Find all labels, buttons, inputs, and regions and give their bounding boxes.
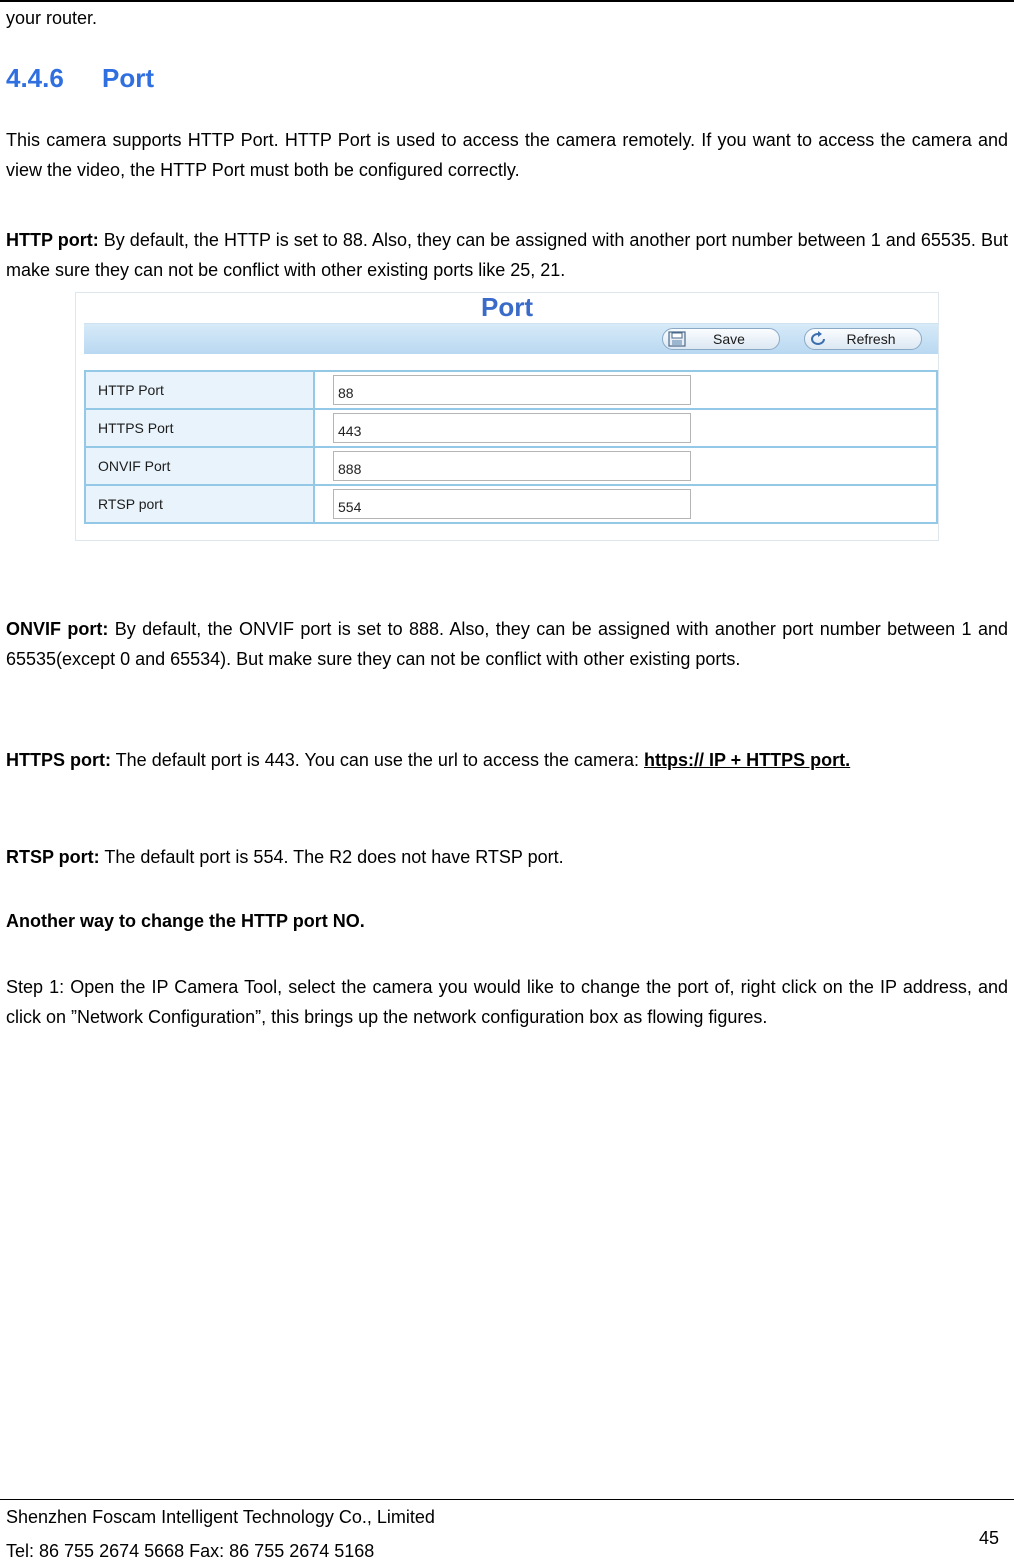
port-toolbar: [84, 323, 938, 354]
save-button[interactable]: [662, 328, 780, 350]
rtsp-port-input[interactable]: [333, 489, 691, 519]
rtsp-text: The default port is 554. The R2 does not have RTSP port.: [99, 847, 564, 867]
table-row: [85, 371, 937, 409]
table-row: [85, 409, 937, 447]
https-text: The default port is 443. You can use the url to access the camera:: [111, 750, 644, 770]
https-paragraph: [6, 745, 1008, 775]
another-way-text: Another way to change the HTTP port NO.: [6, 911, 365, 931]
intro-paragraph: This camera supports HTTP Port. HTTP Port is used to access the camera remotely. If you want to access the camera and view the video, the HTTP Port must both be configured correctly.: [6, 130, 1008, 180]
https-port-input[interactable]: [333, 413, 691, 443]
http-text: By default, the HTTP is set to 88. Also, they can be assigned with another port number between 1 and 65535. But make sure they can not be conflict with other existing ports like 25, 21.: [6, 230, 1008, 280]
port-panel-title: Port: [481, 292, 533, 322]
port-settings-screenshot: [75, 292, 939, 541]
refresh-button[interactable]: [804, 328, 922, 350]
onvif-paragraph: [6, 614, 1008, 674]
step1-paragraph: Step 1: Open the IP Camera Tool, select the camera you would like to change the port of, right click on the IP address, and click on ”Network Configuration”, this brings up the network configuration box as flowing figures.: [6, 977, 1008, 1027]
section-heading: [6, 63, 154, 94]
https-port-label: HTTPS Port: [85, 409, 314, 447]
http-port-label: HTTP Port: [85, 371, 314, 409]
https-url-link[interactable]: https:// IP + HTTPS port.: [644, 750, 851, 770]
footer-company: Shenzhen Foscam Intelligent Technology Co., Limited: [6, 1507, 435, 1527]
section-title: Port: [102, 63, 154, 93]
save-label: Save: [713, 331, 745, 347]
http-label: HTTP port:: [6, 230, 99, 250]
onvif-port-input[interactable]: [333, 451, 691, 481]
rtsp-port-label: RTSP port: [85, 485, 314, 523]
onvif-port-cell: [314, 447, 937, 485]
http-paragraph: [6, 225, 1008, 285]
onvif-label: ONVIF port:: [6, 619, 109, 639]
http-port-input[interactable]: [333, 375, 691, 405]
top-rule: [0, 0, 1014, 2]
onvif-text: By default, the ONVIF port is set to 888. Also, they can be assigned with another port number between 1 and 65535(except 0 and 65534). But make sure they can not be conflict with other existing ports.: [6, 619, 1008, 669]
intro-text: your router.: [6, 8, 98, 28]
another-way-heading: [6, 906, 1008, 936]
https-label: HTTPS port:: [6, 750, 111, 770]
refresh-icon: [805, 331, 833, 347]
onvif-port-label: ONVIF Port: [85, 447, 314, 485]
footer-rule: [0, 1499, 1014, 1500]
refresh-label: Refresh: [846, 331, 896, 347]
rtsp-label: RTSP port:: [6, 847, 100, 867]
rtsp-port-cell: [314, 485, 937, 523]
rtsp-paragraph: [6, 842, 1008, 872]
http-port-cell: [314, 371, 937, 409]
save-icon: [663, 331, 691, 347]
port-settings-table: [84, 370, 938, 524]
https-port-cell: [314, 409, 937, 447]
table-row: [85, 485, 937, 523]
page-number: 45: [979, 1528, 1000, 1548]
footer-contact: Tel: 86 755 2674 5668 Fax: 86 755 2674 5168: [6, 1541, 375, 1561]
section-number: 4.4.6: [6, 63, 64, 93]
table-row: [85, 447, 937, 485]
